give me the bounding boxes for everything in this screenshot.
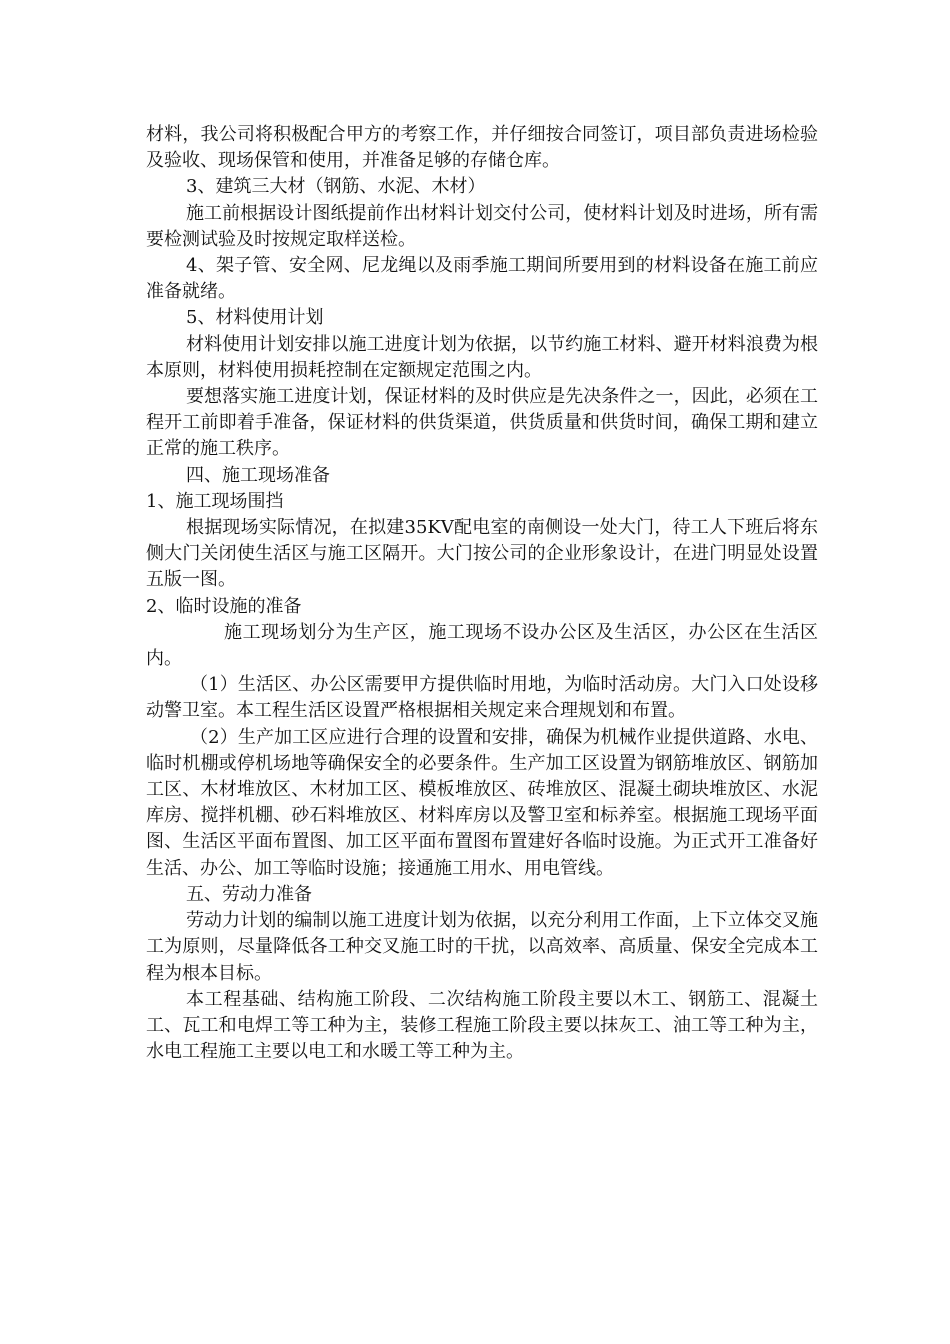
paragraph-usage-principle: 材料使用计划安排以施工进度计划为依据，以节约施工材料、避开材料浪费为根本原则，材料使用损耗控制在定额规定范围之内。 (146, 333, 818, 381)
paragraph-material-plan: 施工前根据设计图纸提前作出材料计划交付公司，使材料计划及时进场，所有需要检测试验及时按规定取样送检。 (146, 202, 818, 250)
paragraph-production-area: （2）生产加工区应进行合理的设置和安排，确保为机械作业提供道路、水电、临时机棚或停机场地等确保安全的必要条件。生产加工区设置为钢筋堆放区、钢筋加工区、木材堆放区、木材加工区、模板堆放区、砖堆放区、混凝土砌块堆放区、水泥库房、搅拌机棚、砂石料堆放区、材料库房以及警卫室和标养室。根据施工现场平面图、生活区平面布置图、加工区平面布置图布置建好各临时设施。为正式开工准备好生活、办公、加工等临时设施；接通施工用水、用电管线。 (146, 726, 818, 879)
heading-site-enclosure: 1、施工现场围挡 (146, 490, 284, 512)
heading-temporary-facilities: 2、临时设施的准备 (146, 595, 302, 617)
heading-site-preparation: 四、施工现场准备 (186, 464, 330, 486)
paragraph-scaffolding: 4、架子管、安全网、尼龙绳以及雨季施工期间所要用到的材料设备在施工前应准备就绪。 (146, 255, 818, 303)
paragraph-continuation: 材料，我公司将积极配合甲方的考察工作，并仔细按合同签订，项目部负责进场检验及验收、现场保管和使用，并准备足够的存储仓库。 (146, 124, 818, 172)
paragraph-site-enclosure: 根据现场实际情况，在拟建35KV配电室的南侧设一处大门，待工人下班后将东侧大门关闭使生活区与施工区隔开。大门按公司的企业形象设计，在进门明显处设置五版一图。 (146, 517, 818, 591)
paragraph-labor-plan: 劳动力计划的编制以施工进度计划为依据，以充分利用工作面，上下立体交叉施工为原则，尽量降低各工种交叉施工时的干扰，以高效率、高质量、保安全完成本工程为根本目标。 (146, 910, 818, 984)
heading-material-usage-plan: 5、材料使用计划 (186, 307, 324, 329)
heading-building-materials: 3、建筑三大材（钢筋、水泥、木材） (186, 176, 486, 198)
paragraph-trades: 本工程基础、结构施工阶段、二次结构施工阶段主要以木工、钢筋工、混凝土工、瓦工和电焊工等工种为主，装修工程施工阶段主要以抹灰工、油工等工种为主，水电工程施工主要以电工和水暖工等工种为主。 (146, 988, 818, 1063)
document-body (146, 122, 818, 1065)
heading-labor-preparation: 五、劳动力准备 (186, 883, 312, 905)
paragraph-zoning: 施工现场划分为生产区，施工现场不设办公区及生活区，办公区在生活区内。 (146, 621, 818, 670)
paragraph-supply-guarantee: 要想落实施工进度计划，保证材料的及时供应是先决条件之一，因此，必须在工程开工前即着手准备，保证材料的供货渠道，供货质量和供货时间，确保工期和建立正常的施工秩序。 (146, 386, 818, 460)
paragraph-living-area: （1）生活区、办公区需要甲方提供临时用地，为临时活动房。大门入口处设移动警卫室。本工程生活区设置严格根据相关规定来合理规划和布置。 (146, 674, 818, 722)
